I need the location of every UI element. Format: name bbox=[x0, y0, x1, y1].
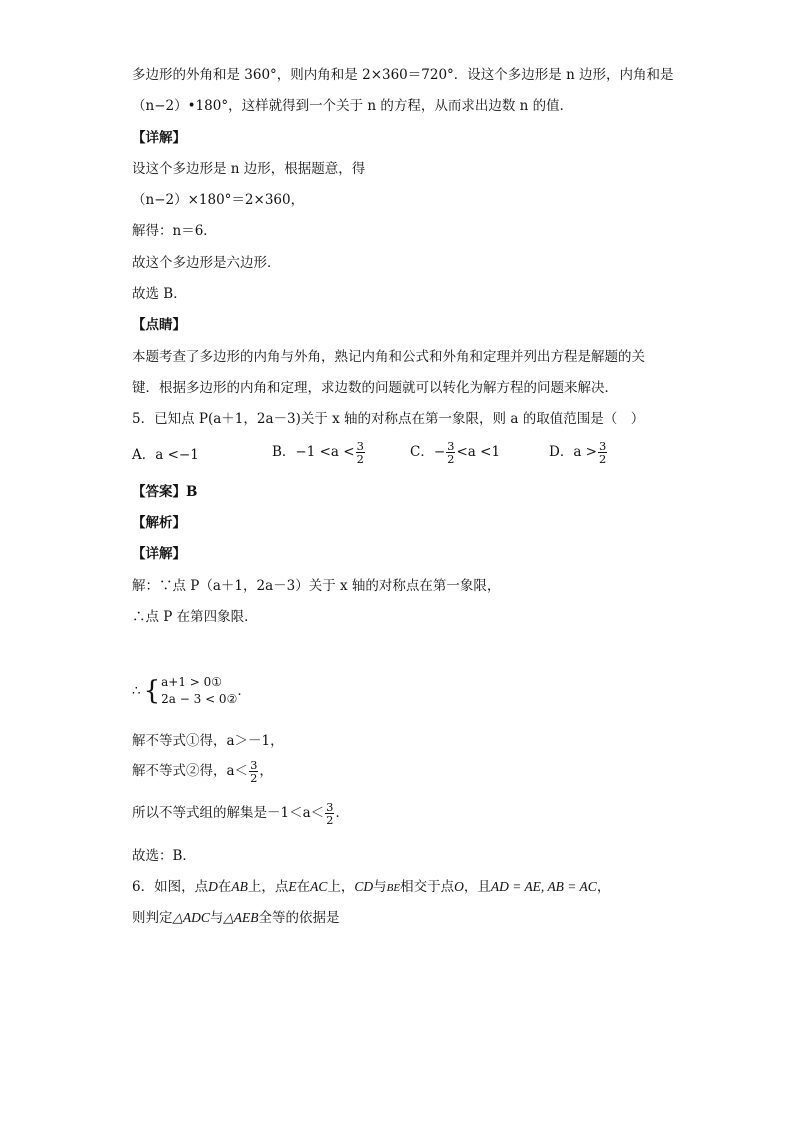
text-line: （n−2）×180°＝2×360， bbox=[132, 192, 305, 208]
text-line: 解不等式①得，a＞－1， bbox=[132, 733, 284, 749]
text-segment: 解不等式②得，a＜ bbox=[132, 763, 249, 779]
text-segment: 所以不等式组的解集是－1＜a＜ bbox=[132, 805, 325, 821]
text-line: 键．根据多边形的内角和定理，求边数的问题就可以转化为解方程的问题来解决． bbox=[132, 380, 618, 396]
brace-icon: { bbox=[143, 676, 161, 706]
text-segment: 上，点 bbox=[247, 879, 289, 895]
math-triangle: △AEB bbox=[223, 910, 259, 925]
fraction-numerator: 3 bbox=[356, 439, 364, 453]
text-segment: 上， bbox=[327, 879, 355, 895]
fraction bbox=[325, 801, 334, 826]
text-segment: 与 bbox=[373, 879, 387, 895]
text-line: 解：∵点 P（a＋1，2a－3）关于 x 轴的对称点在第一象限， bbox=[132, 578, 501, 594]
math-condition: AD = AE, AB = AC bbox=[490, 879, 597, 894]
therefore-symbol: ∴ bbox=[132, 683, 141, 699]
question-stem-line2 bbox=[132, 909, 340, 927]
fraction-denominator: 2 bbox=[250, 771, 258, 785]
text-segment: 在 bbox=[296, 879, 311, 895]
math-var: E bbox=[288, 879, 297, 894]
text-segment: ， bbox=[596, 879, 611, 895]
fraction-numerator: 3 bbox=[326, 800, 334, 814]
option-b bbox=[272, 440, 366, 465]
text-line: 设这个多边形是 n 边形，根据题意，得 bbox=[132, 161, 366, 177]
math-triangle: △ADC bbox=[172, 910, 210, 925]
math-var: BE bbox=[386, 882, 401, 894]
question-stem: 5．已知点 P(a＋1，2a－3)关于 x 轴的对称点在第一象限，则 a 的取值范围是（ ） bbox=[132, 411, 645, 427]
option-c-text: C．− bbox=[410, 444, 446, 460]
text-segment: 全等的依据是 bbox=[258, 910, 340, 926]
section-heading: 【详解】 bbox=[132, 130, 186, 146]
text-line: 解得：n＝6． bbox=[132, 223, 217, 239]
text-segment: ． bbox=[335, 805, 349, 821]
math-var: AB bbox=[231, 879, 248, 894]
fraction-denominator: 2 bbox=[447, 452, 455, 466]
fraction bbox=[249, 759, 258, 784]
question-stem bbox=[132, 878, 610, 897]
option-c bbox=[410, 440, 500, 465]
text-line: 故选 B． bbox=[132, 286, 187, 302]
inequality-system bbox=[132, 674, 251, 708]
section-heading: 【详解】 bbox=[132, 546, 186, 562]
section-heading: 【点睛】 bbox=[132, 317, 186, 333]
text-line-fraction bbox=[132, 801, 349, 826]
math-var: D bbox=[208, 879, 218, 894]
fraction-numerator: 3 bbox=[250, 758, 258, 772]
system-lines bbox=[161, 674, 237, 708]
section-heading: 【解析】 bbox=[132, 515, 186, 531]
fraction bbox=[598, 440, 607, 465]
inequality-2: 2a − 3 < 0② bbox=[161, 692, 238, 706]
fraction-numerator: 3 bbox=[598, 439, 607, 453]
option-a: A．a <−1 bbox=[132, 447, 199, 463]
fraction-numerator: 3 bbox=[447, 439, 455, 453]
option-d-text: D．a > bbox=[549, 444, 597, 460]
fraction-denominator: 2 bbox=[326, 813, 334, 827]
option-c-text-post: <a <1 bbox=[456, 444, 501, 460]
math-var: CD bbox=[354, 879, 374, 894]
text-segment: ，且 bbox=[463, 879, 491, 895]
text-line: ∴点 P 在第四象限． bbox=[132, 609, 258, 625]
inequality-1: a+1 > 0① bbox=[161, 675, 223, 689]
text-segment: 相交于点 bbox=[400, 879, 455, 895]
fraction bbox=[446, 440, 455, 465]
fraction bbox=[356, 440, 365, 465]
text-segment: ， bbox=[259, 763, 273, 779]
text-line: （n−2）•180°，这样就得到一个关于 n 的方程，从而求出边数 n 的值． bbox=[132, 98, 574, 114]
text-line: 本题考查了多边形的内角与外角，熟记内角和公式和外角和定理并列出方程是解题的关 bbox=[132, 349, 645, 365]
period: ． bbox=[237, 683, 251, 699]
text-segment: 6．如图，点 bbox=[132, 879, 209, 895]
text-line: 故选：B． bbox=[132, 848, 196, 864]
option-b-text: B．−1 <a < bbox=[272, 444, 355, 460]
text-line: 故这个多边形是六边形． bbox=[132, 255, 281, 271]
fraction-denominator: 2 bbox=[356, 452, 364, 466]
text-segment: 则判定 bbox=[132, 910, 173, 926]
text-segment: 与 bbox=[209, 910, 224, 926]
text-line: 多边形的外角和是 360°，则内角和是 2×360＝720°．设这个多边形是 n 边形，内角和是 bbox=[132, 67, 674, 83]
text-segment: 在 bbox=[217, 879, 232, 895]
answer-heading: 【答案】B bbox=[132, 484, 198, 500]
text-line-fraction bbox=[132, 759, 273, 784]
fraction-denominator: 2 bbox=[598, 452, 607, 466]
math-var: O bbox=[454, 879, 464, 894]
option-d bbox=[549, 440, 608, 465]
math-var: AC bbox=[310, 879, 328, 894]
